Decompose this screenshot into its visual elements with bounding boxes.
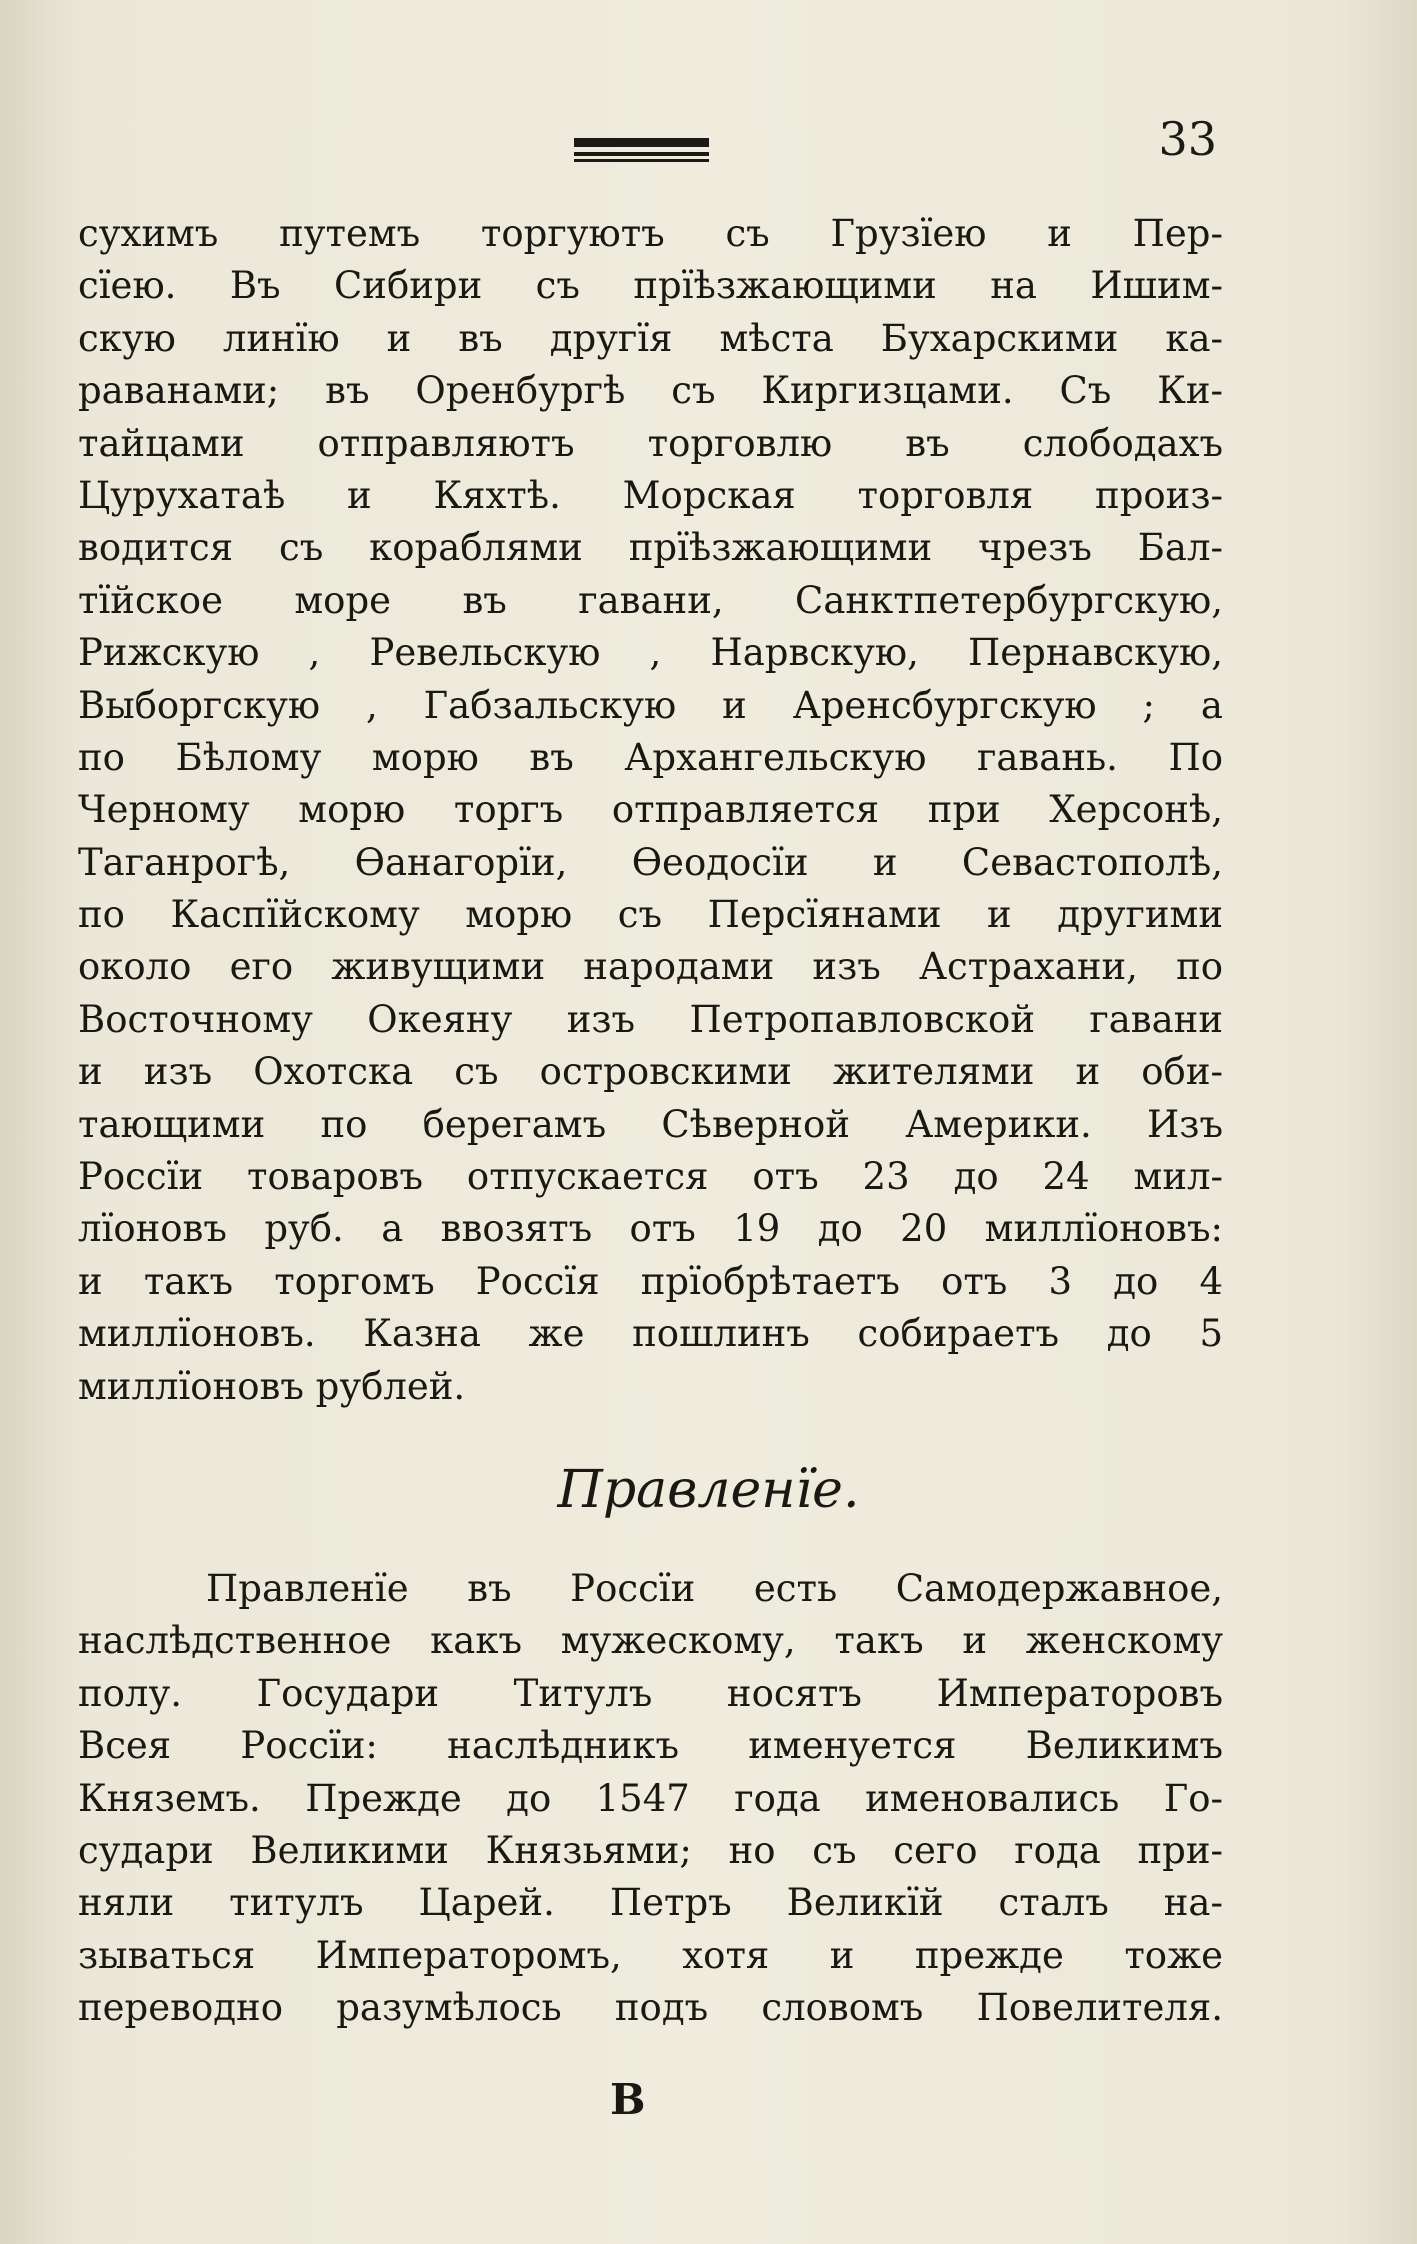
text-line: наслѣдственное какъ мужескому, такъ и женскому <box>78 1619 1223 1663</box>
text-line: Черному морю торгъ отправляется при Херсонѣ, <box>78 788 1223 832</box>
text-line: по Каспїйскому морю съ Персїянами и другими <box>78 893 1223 937</box>
header-rule-thin <box>574 159 709 162</box>
text-line: Восточному Океяну изъ Петропавловской гавани <box>78 997 1223 1041</box>
signature-mark: В <box>610 2075 646 2124</box>
text-line: судари Великими Князьями; но съ сего года при- <box>78 1828 1223 1872</box>
text-line: тїйское море въ гавани, Санктпетербургскую, <box>78 578 1223 622</box>
section-heading: Правленїе. <box>557 1460 860 1520</box>
text-line: Правленїе въ Россїи есть Самодержавное, <box>206 1567 1223 1610</box>
text-line: Всея Россїи: наслѣдникъ именуется Великимъ <box>78 1724 1223 1768</box>
text-line: Княземъ. Прежде до 1547 года именовались Го- <box>78 1776 1223 1820</box>
page-number: 33 <box>1158 112 1217 166</box>
text-line: и такъ торгомъ Россїя прїобрѣтаетъ отъ 3 до 4 <box>78 1259 1223 1303</box>
text-line: лїоновъ руб. а ввозятъ отъ 19 до 20 миллїоновъ: <box>78 1207 1223 1251</box>
government-paragraph <box>78 1563 1223 2035</box>
text-line: няли титулъ Царей. Петръ Великїй сталъ на- <box>78 1881 1223 1925</box>
text-line: скую линїю и въ другїя мѣста Бухарскими ка- <box>78 316 1223 360</box>
text-line: и изъ Охотска съ островскими жителями и оби- <box>78 1050 1223 1094</box>
text-line: сїею. Въ Сибири съ прїѣзжающими на Ишим- <box>78 264 1223 308</box>
text-line: переводно разумѣлось подъ словомъ Повелителя. <box>78 1986 1223 2030</box>
text-line: по Бѣлому морю въ Архангельскую гавань. По <box>78 735 1223 779</box>
text-line: Рижскую , Ревельскую , Нарвскую, Пернавскую, <box>78 631 1223 675</box>
text-line: тайцами отправляютъ торговлю въ слободахъ <box>78 421 1223 465</box>
header-rule-middle <box>574 152 709 156</box>
text-line: Таганрогѣ, Ѳанагорїи, Ѳеодосїи и Севастополѣ, <box>78 840 1223 884</box>
text-line: сухимъ путемъ торгуютъ съ Грузїею и Пер- <box>78 212 1223 255</box>
trade-paragraph <box>78 208 1223 1413</box>
text-line: зываться Императоромъ, хотя и прежде тоже <box>78 1933 1223 1977</box>
text-line: Цурухатаѣ и Кяхтѣ. Морская торговля произ- <box>78 473 1223 517</box>
header-rule <box>574 138 709 164</box>
text-line: около его живущими народами изъ Астрахани, по <box>78 945 1223 989</box>
text-line: миллїоновъ. Казна же пошлинъ собираетъ до 5 <box>78 1312 1223 1356</box>
text-line: Россїи товаровъ отпускается отъ 23 до 24 мил- <box>78 1155 1223 1199</box>
text-line: водится съ кораблями прїѣзжающими чрезъ Бал- <box>78 526 1223 570</box>
text-line: тающими по берегамъ Сѣверной Америки. Изъ <box>78 1102 1223 1146</box>
header-rule-thick <box>574 138 709 147</box>
text-line: Выборгскую , Габзальскую и Аренсбургскую ; а <box>78 683 1223 727</box>
text-line: раванами; въ Оренбургѣ съ Киргизцами. Съ Ки- <box>78 369 1223 413</box>
text-line: миллїоновъ рублей. <box>78 1364 466 1408</box>
text-line: полу. Государи Титулъ носятъ Императоровъ <box>78 1671 1223 1715</box>
